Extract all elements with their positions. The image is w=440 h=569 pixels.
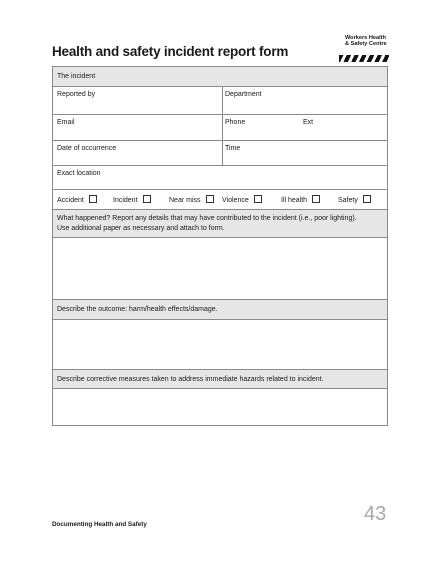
checkbox-box[interactable] xyxy=(363,195,371,203)
checkbox-box[interactable] xyxy=(89,195,97,203)
row-incident-type xyxy=(53,189,387,209)
outcome-label: Describe the outcome: harm/health effects/damage. xyxy=(57,306,218,313)
row-email xyxy=(53,114,387,140)
checkbox-label: Ill health xyxy=(281,197,308,204)
what-happened-line-2: Use additional paper as necessary and attach to form. xyxy=(57,225,225,232)
section-header-what-happened xyxy=(53,209,387,237)
incident-report-form xyxy=(52,66,388,426)
row-date xyxy=(53,140,387,165)
checkbox-safety[interactable] xyxy=(338,195,371,204)
email-field[interactable]: Email xyxy=(57,119,75,126)
row-exact-location xyxy=(53,165,387,189)
reported-by-field[interactable]: Reported by xyxy=(57,91,96,98)
corrective-label: Describe corrective measures taken to address immediate hazards related to incident. xyxy=(57,376,324,383)
phone-field[interactable]: Phone xyxy=(225,119,246,126)
checkbox-incident[interactable] xyxy=(113,195,151,204)
section-header-incident xyxy=(53,67,387,86)
checkbox-label: Safety xyxy=(338,197,358,204)
ext-field[interactable]: Ext xyxy=(303,119,314,126)
checkbox-label: Incident xyxy=(113,197,138,204)
workers-health-safety-logo xyxy=(339,35,389,62)
checkbox-box[interactable] xyxy=(312,195,320,203)
section-label-incident: The incident xyxy=(57,73,96,80)
section-header-corrective xyxy=(53,369,387,388)
checkbox-violence[interactable] xyxy=(222,195,262,204)
time-field[interactable]: Time xyxy=(225,145,241,152)
row-reported-by xyxy=(53,86,387,114)
checkbox-ill-health[interactable] xyxy=(281,195,320,204)
checkbox-label: Violence xyxy=(222,197,249,204)
corrective-answer[interactable] xyxy=(53,388,387,426)
footer-text: Documenting Health and Safety xyxy=(52,521,147,528)
department-field[interactable]: Department xyxy=(225,91,262,98)
divider xyxy=(222,141,223,165)
page-number: 43 xyxy=(364,503,387,525)
checkbox-label: Accident xyxy=(57,197,84,204)
checkbox-box[interactable] xyxy=(254,195,262,203)
checkbox-accident[interactable] xyxy=(57,195,97,204)
section-header-outcome xyxy=(53,299,387,319)
logo-line-2: & Safety Centre xyxy=(345,41,387,48)
divider xyxy=(222,87,223,114)
outcome-answer[interactable] xyxy=(53,319,387,369)
checkbox-box[interactable] xyxy=(143,195,151,203)
divider xyxy=(222,115,223,140)
checkbox-label: Near miss xyxy=(169,197,201,204)
logo-stripes xyxy=(339,55,389,62)
page-title: Health and safety incident report form xyxy=(52,44,289,59)
exact-location-field[interactable]: Exact location xyxy=(57,170,101,177)
checkbox-near-miss[interactable] xyxy=(169,195,214,204)
what-happened-line-1: What happened? Report any details that may have contributed to the incident (i.e., poor lighting). xyxy=(57,215,357,222)
logo-line-1: Workers Health xyxy=(345,35,386,41)
date-of-occurrence-field[interactable]: Date of occurrence xyxy=(57,145,117,152)
what-happened-answer[interactable] xyxy=(53,237,387,299)
checkbox-box[interactable] xyxy=(206,195,214,203)
